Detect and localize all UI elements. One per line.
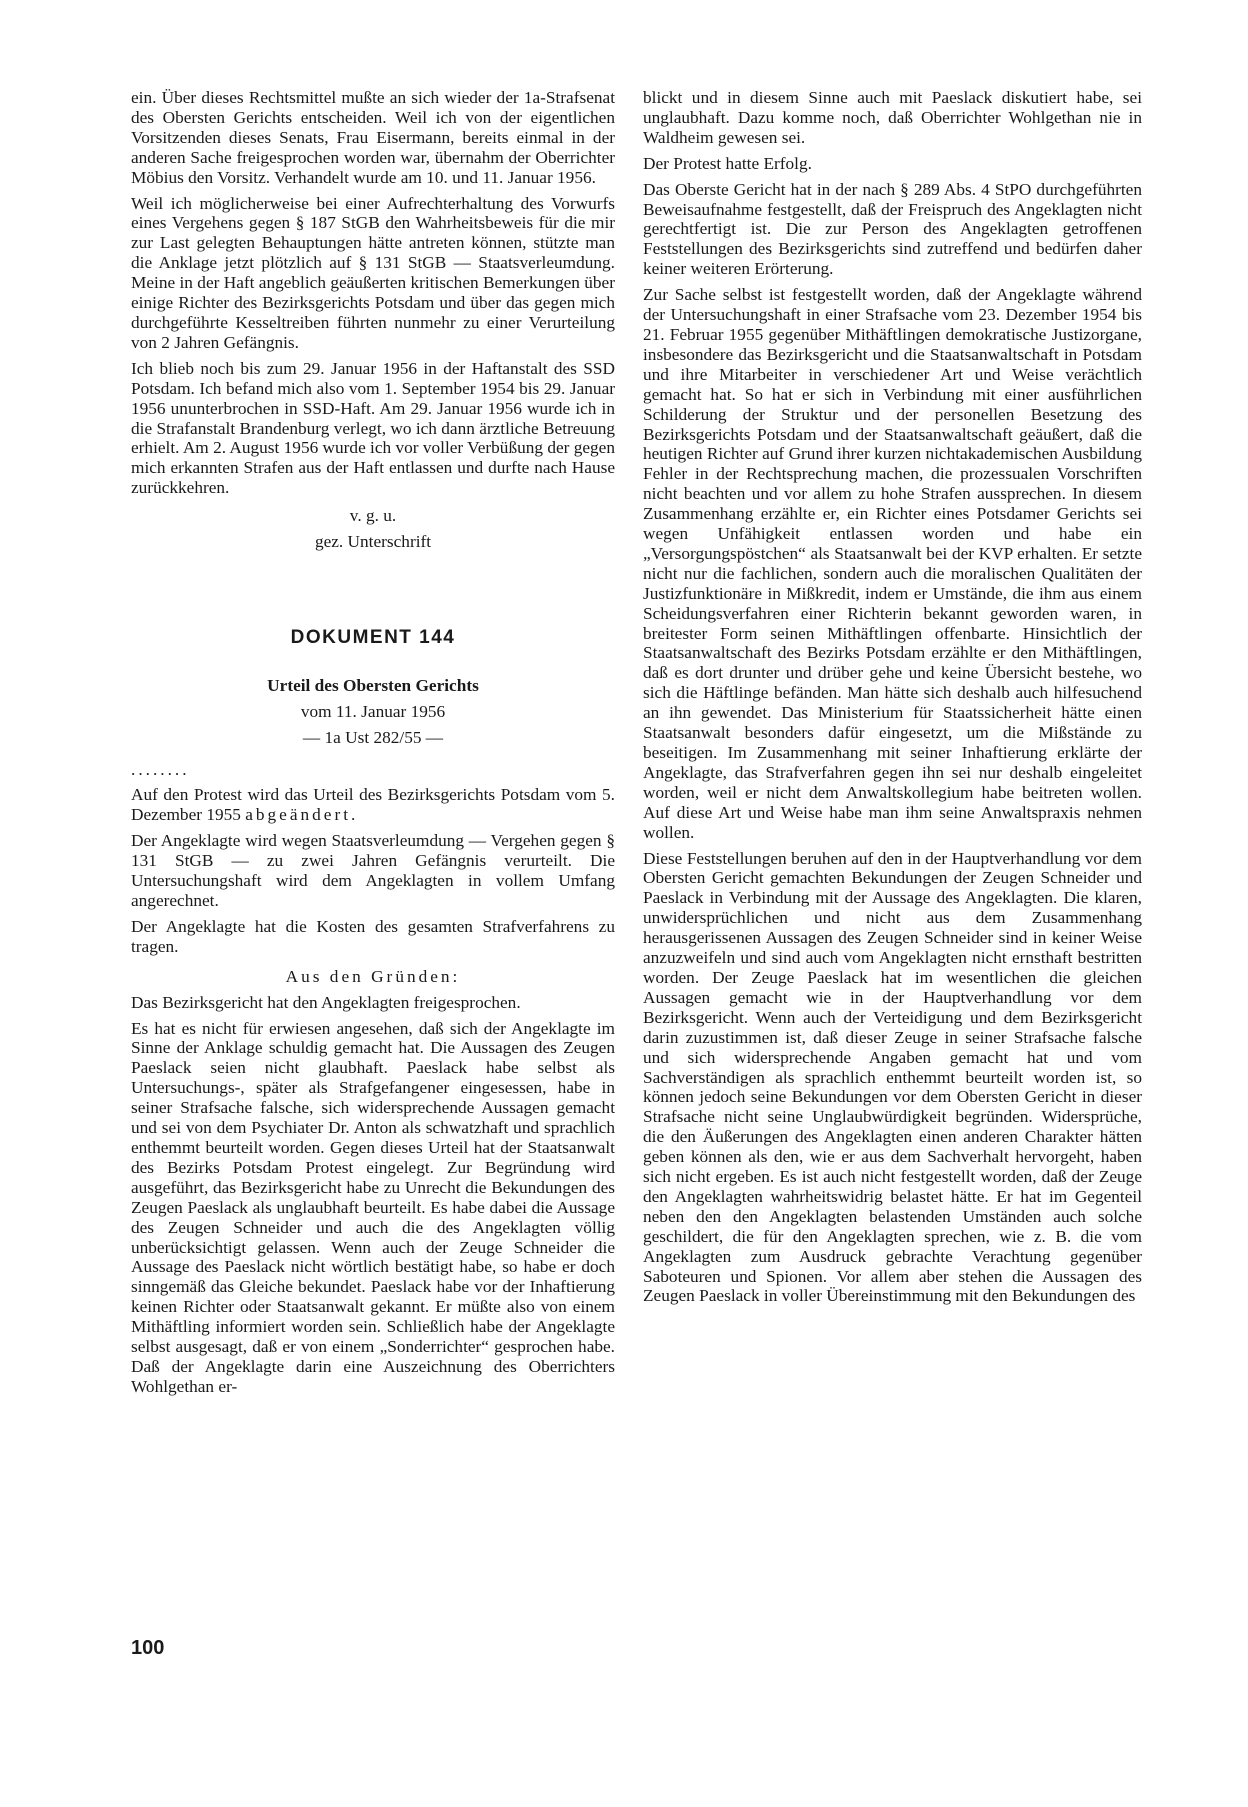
document-heading: DOKUMENT 144 <box>290 626 456 648</box>
paragraph-verdict <box>131 785 615 825</box>
signature-line: gez. Unterschrift <box>314 532 432 552</box>
court-title: Urteil des Obersten Gerichts <box>267 675 479 695</box>
paragraph: Das Oberste Gericht hat in der nach § 289 Abs. 4 StPO durchgeführten Beweisaufnahme festgestellt, daß der Freispruch des Angeklagten nicht gerechtfertigt ist. Die zur Person des Angeklagten getroffenen Feststellungen des Bezirksgerichts sind zutreffend und bedürfen daher keiner weiteren Erörterung. <box>643 179 1142 279</box>
page-number: 100 <box>131 1637 165 1659</box>
left-column <box>131 88 615 1403</box>
paragraph: Es hat es nicht für erwiesen angesehen, daß sich der Angeklagte im Sinne der Anklage schuldig gemacht hat. Die Aussagen des Zeugen Paeslack seien nicht glaubhaft. Paeslack habe selbst als Untersuchungs-, später als Strafgefangener eingesessen, habe in seiner Strafsache falsche, sich widersprechende Aussagen gemacht und sei von dem Psychiater Dr. Anton als schwatzhaft und sprachlich enthemmt beurteilt worden. Gegen dieses Urteil hat der Staatsanwalt des Bezirks Potsdam Protest eingelegt. Zur Begründung wird ausgeführt, das Bezirksgericht habe zu Unrecht die Bekundungen des Zeugen Paeslack als unglaubhaft beurteilt. Es habe dabei die Aussage des Zeugen Schneider und auch die des Angeklagten völlig unberücksichtigt gelassen. Wenn auch der Zeuge Schneider die Aussage des Paeslack nicht wörtlich bestätigt habe, so habe er doch sinngemäß das Gleiche bekundet. Paeslack habe vor der Inhaftierung keinen Richter oder Staatsanwalt gekannt. Er müßte also von einem Mithäftling informiert worden sein. Schließlich habe der Angeklagte selbst ausgesagt, daß er von einem „Sonderrichter“ gesprochen habe. Daß der Angeklagte darin eine Auszeichnung des Oberrichters Wohlgethan er- <box>131 1018 615 1396</box>
paragraph: Diese Feststellungen beruhen auf den in der Hauptverhandlung vor dem Obersten Gericht gemachten Bekundungen der Zeugen Schneider und Paeslack in Verbindung mit der Aussage des Angeklagten. Die klaren, unwidersprüchlichen und nicht aus dem Zusammenhang herausgerissenen Aussagen des Zeugen Schneider sind in keiner Weise anzuzweifeln und sind auch vom Angeklagten nicht ernsthaft bestritten worden. Der Zeuge Paeslack hat im wesentlichen die gleichen Aussagen gemacht wie in der Hauptverhandlung vor dem Bezirksgericht. Wenn auch der Verteidigung und dem Bezirksgericht darin zuzustimmen ist, daß dieser Zeuge in seiner Strafsache falsche und sich widersprechende Angaben gemacht hat und vom Sachverständigen als sprachlich enthemmt beurteilt worden ist, so können jedoch seine Bekundungen vor dem Obersten Gericht in dieser Strafsache nicht seine Unglaubwürdigkeit begründen. Widersprüche, die den Äußerungen des Angeklagten einen anderen Charakter hätten geben können als den, wie er aus dem Sachverhalt hervorgeht, haben sich nicht ergeben. Es ist auch nicht festgestellt worden, daß der Zeuge den Angeklagten wahrheitswidrig belastet hätte. Er hat im Gegenteil neben den den Angeklagten belastenden Umständen auch solche geschildert, die für den Angeklagten sprechen, wie z. B. die vom Angeklagten zum Ausdruck gebrachte Verachtung gegenüber Saboteuren und Spionen. Vor allem aber stehen die Aussagen des Zeugen Paeslack in voller Übereinstimmung mit den Bekundungen des <box>643 848 1142 1306</box>
paragraph: Weil ich möglicherweise bei einer Aufrechterhaltung des Vorwurfs eines Vergehens gegen § 187 StGB den Wahrheitsbeweis für die mir zur Last gelegten Behauptungen hätte antreten können, stützte man die Anklage jetzt plötzlich auf § 131 StGB — Staatsverleumdung. Meine in der Haft angeblich geäußerten kritischen Bemerkungen über einige Richter des Bezirksgerichts Potsdam und über das gegen mich durchgeführte Kesseltreiben führten nunmehr zu einer Verurteilung von 2 Jahren Gefängnis. <box>131 193 615 352</box>
paragraph: Der Angeklagte hat die Kosten des gesamten Strafverfahrens zu tragen. <box>131 916 615 956</box>
verdict-text: Auf den Protest wird das Urteil des Bezirksgerichts Potsdam vom 5. Dezember 1955 <box>131 785 615 825</box>
right-column <box>643 88 1142 1312</box>
paragraph: Der Protest hatte Erfolg. <box>643 153 812 173</box>
verdict-emphasis: abgeändert <box>245 805 352 825</box>
paragraph: Ich blieb noch bis zum 29. Januar 1956 in der Haftanstalt des SSD Potsdam. Ich befand mich also vom 1. September 1954 bis 29. Januar 1956 ununterbrochen in SSD-Haft. Am 29. Januar 1956 wurde ich in die Strafanstalt Brandenburg verlegt, wo ich dann ärztliche Betreuung erhielt. Am 2. August 1956 wurde ich vor voller Verbüßung der gegen mich erkannten Strafen aus der Haft entlassen und durfte nach Hause zurückkehren. <box>131 358 615 498</box>
section-heading: Aus den Gründen: <box>285 966 461 986</box>
closing-vgu: v. g. u. <box>349 506 397 526</box>
court-date: vom 11. Januar 1956 <box>300 701 446 721</box>
paragraph: Das Bezirksgericht hat den Angeklagten freigesprochen. <box>131 992 521 1012</box>
verdict-period: . <box>351 805 356 825</box>
omission-dots: ........ <box>131 759 190 779</box>
paragraph: Der Angeklagte wird wegen Staatsverleumdung — Vergehen gegen § 131 StGB — zu zwei Jahren Gefängnis verurteilt. Die Untersuchungshaft wird dem Angeklagten in vollem Umfang angerechnet. <box>131 831 615 910</box>
court-reference: — 1a Ust 282/55 — <box>302 727 444 747</box>
paragraph: blickt und in diesem Sinne auch mit Paeslack diskutiert habe, sei unglaubhaft. Dazu komme noch, daß Oberrichter Wohlgethan nie in Waldheim gewesen sei. <box>643 88 1142 147</box>
paragraph: Zur Sache selbst ist festgestellt worden, daß der Angeklagte während der Untersuchungshaft in einer Strafsache vom 23. Dezember 1954 bis 21. Februar 1955 gegenüber Mithäftlingen demokratische Justizorgane, insbesondere das Bezirksgericht und die Staatsanwaltschaft in Potsdam und ihre Mitarbeiter in verschiedener Art und Weise verächtlich gemacht hat. So hat er sich in Verbindung mit einer ausführlichen Schilderung der Struktur und der personellen Besetzung des Bezirksgerichts Potsdam und der Staatsanwaltschaft geäußert, daß die heutigen Richter auf Grund ihrer kurzen nichtakademischen Ausbildung Fehler in der Rechtsprechung machen, die prozessualen Vorschriften nicht beachten und vor allem zu hohe Strafen aussprechen. In diesem Zusammenhang erzählte er, ein Richter eines Potsdamer Gerichts sei wegen Unfähigkeit entlassen worden und habe ein „Versorgungspöstchen“ als Staatsanwalt bei der KVP erhalten. Er setzte nicht nur die fachlichen, sondern auch die moralischen Qualitäten der Justizfunktionäre in Mißkredit, indem er Umstände, die ihm aus einem Scheidungsverfahren einer Richterin bekannt geworden waren, in breitester Form seinen Mithäftlingen offenbarte. Hinsichtlich der Staatsanwaltschaft des Bezirks Potsdam erzählte er den Mithäftlingen, daß es dort drunter und drüber gehe und keine Übersicht bestehe, wo sich die Häftlinge befänden. Man hätte sich deshalb auch hilfesuchend an ihn gewendet. Das Ministerium für Staatssicherheit hätte einen Staatsanwalt besonders dafür eingesetzt, um die Mißstände zu beseitigen. Im Zusammenhang mit seiner Inhaftierung erklärte der Angeklagte, das Strafverfahren gegen ihn sei nur deshalb eingeleitet worden, weil er nicht dem Anwaltskollegium habe beitreten wollen. Auf diese Art und Weise habe man ihm seine Anwaltspraxis nehmen wollen. <box>643 285 1142 842</box>
paragraph: ein. Über dieses Rechtsmittel mußte an sich wieder der 1a-Strafsenat des Obersten Gerichts entscheiden. Weil ich von der eigentlichen Vorsitzenden dieses Senats, Frau Eisermann, bereits einmal in der anderen Sache freigesprochen worden war, übernahm der Oberrichter Möbius den Vorsitz. Verhandelt wurde am 10. und 11. Januar 1956. <box>131 88 615 187</box>
